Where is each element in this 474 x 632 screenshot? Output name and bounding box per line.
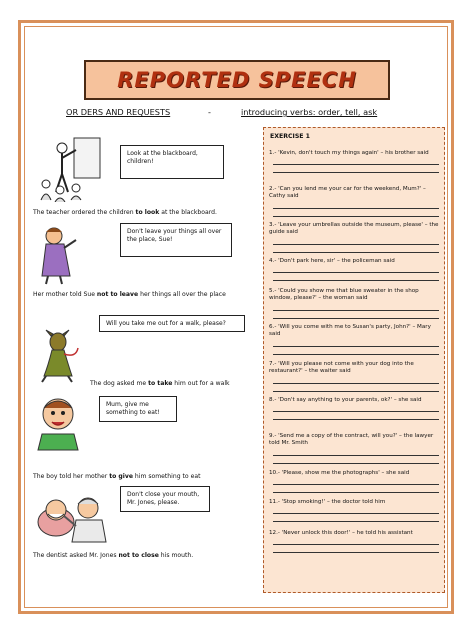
- teacher-illustration: [36, 134, 102, 202]
- subtitle-topic: OR DERS AND REQUESTS: [66, 107, 171, 117]
- caption-text: The dog asked me: [90, 380, 149, 387]
- page-title: REPORTED SPEECH: [117, 68, 357, 92]
- caption-dog: [90, 380, 230, 387]
- subtitle-dash: -: [208, 107, 211, 117]
- speech-bubble-dentist: [120, 486, 210, 512]
- boy-illustration: [34, 394, 84, 452]
- exercise-item: [269, 499, 439, 522]
- answer-line[interactable]: [273, 201, 439, 209]
- caption-boy: [33, 473, 200, 480]
- exercise-prompt: 9.- 'Send me a copy of the contract, will you?' – the lawyer told Mr. Smith: [269, 433, 434, 447]
- answer-line[interactable]: [273, 404, 439, 412]
- exercise-prompt: 7.- 'Will you please not come with your dog into the restaurant?' – the waiter said: [269, 361, 414, 375]
- exercise-item: [269, 150, 439, 173]
- subtitle-verbs: introducing verbs: order, tell, ask: [241, 107, 378, 117]
- exercise-item: [269, 433, 439, 464]
- bubble-text: Don't leave your things all over the place, Sue!: [127, 228, 222, 243]
- caption-mother: [33, 291, 226, 298]
- answer-line[interactable]: [273, 245, 439, 253]
- exercise-prompt: 12.- 'Never unlock this door!' – he told his assistant: [269, 530, 413, 536]
- caption-text: The teacher ordered the children: [33, 209, 136, 216]
- exercise-item: [269, 186, 439, 217]
- caption-text: The dentist asked Mr. Jones: [33, 552, 119, 559]
- exercise-prompt: 3.- 'Leave your umbrellas outside the museum, please' – the guide said: [269, 222, 439, 236]
- answer-line[interactable]: [273, 477, 439, 485]
- exercise-item: [269, 470, 439, 493]
- caption-text: at the blackboard.: [159, 209, 217, 216]
- answer-line[interactable]: [273, 273, 439, 281]
- exercise-item: [269, 530, 439, 553]
- speech-bubble-dog: [99, 315, 245, 332]
- speech-bubble-boy: [99, 396, 177, 422]
- answer-line[interactable]: [273, 545, 439, 553]
- answer-line[interactable]: [273, 506, 439, 514]
- answer-line[interactable]: [273, 265, 439, 273]
- answer-line[interactable]: [273, 303, 439, 311]
- caption-highlight: not to leave: [96, 291, 139, 298]
- answer-line[interactable]: [273, 537, 439, 545]
- exercise-prompt: 1.- 'Kevin, don't touch my things again' – his brother said: [269, 150, 429, 156]
- exercise-prompt: 11.- 'Stop smoking!' – the doctor told him: [269, 499, 386, 505]
- exercise-item: [269, 222, 439, 253]
- speech-bubble-mother: [120, 223, 232, 257]
- caption-highlight: not to close: [118, 552, 159, 559]
- exercise-item: [269, 397, 439, 420]
- caption-highlight: to take: [148, 380, 173, 387]
- caption-text: him something to eat: [132, 473, 201, 480]
- bubble-text: Will you take me out for a walk, please?: [106, 320, 226, 327]
- caption-teacher: [33, 209, 217, 216]
- dog-illustration: [34, 328, 84, 384]
- answer-line[interactable]: [273, 412, 439, 420]
- exercise-item: [269, 258, 439, 281]
- exercise-item: [269, 361, 439, 392]
- speech-bubble-teacher: [120, 145, 224, 179]
- exercise-prompt: 5.- 'Could you show me that blue sweater in the shop window, please?' – the woman said: [269, 288, 419, 302]
- answer-line[interactable]: [273, 347, 439, 355]
- answer-line[interactable]: [273, 456, 439, 464]
- exercise-prompt: 10.- 'Please, show me the photographs' – she said: [269, 470, 410, 476]
- answer-line[interactable]: [273, 209, 439, 217]
- caption-text: her things all over the place: [138, 291, 226, 298]
- answer-line[interactable]: [273, 384, 439, 392]
- answer-line[interactable]: [273, 311, 439, 319]
- exercise-title: EXERCISE 1: [270, 133, 310, 140]
- caption-text: him out for a walk: [172, 380, 230, 387]
- caption-text: The boy told her mother: [33, 473, 110, 480]
- mother-illustration: [36, 226, 80, 286]
- caption-text: his mouth.: [158, 552, 194, 559]
- answer-line[interactable]: [273, 237, 439, 245]
- answer-line[interactable]: [273, 514, 439, 522]
- caption-highlight: to give: [109, 473, 133, 480]
- title-banner: [84, 60, 390, 100]
- caption-dentist: [33, 552, 193, 559]
- exercise-prompt: 8.- 'Don't say anything to your parents, ok?' – she said: [269, 397, 422, 403]
- answer-line[interactable]: [273, 448, 439, 456]
- caption-text: Her mother told Sue: [33, 291, 97, 298]
- exercise-item: [269, 288, 439, 319]
- exercise-prompt: 6.- 'Will you come with me to Susan's party, John?' – Mary said: [269, 324, 431, 338]
- bubble-text: Don't close your mouth, Mr. Jones, please.: [127, 491, 200, 506]
- caption-highlight: to look: [135, 209, 160, 216]
- answer-line[interactable]: [273, 376, 439, 384]
- exercise-prompt: 2.- 'Can you lend me your car for the weekend, Mum?' – Cathy said: [269, 186, 426, 200]
- answer-line[interactable]: [273, 165, 439, 173]
- dentist-illustration: [36, 492, 112, 544]
- answer-line[interactable]: [273, 157, 439, 165]
- answer-line[interactable]: [273, 339, 439, 347]
- exercise-prompt: 4.- 'Don't park here, sir' – the policeman said: [269, 258, 395, 264]
- bubble-text: Look at the blackboard, children!: [127, 150, 198, 165]
- answer-line[interactable]: [273, 485, 439, 493]
- exercise-item: [269, 324, 439, 355]
- bubble-text: Mum, give me something to eat!: [106, 401, 160, 416]
